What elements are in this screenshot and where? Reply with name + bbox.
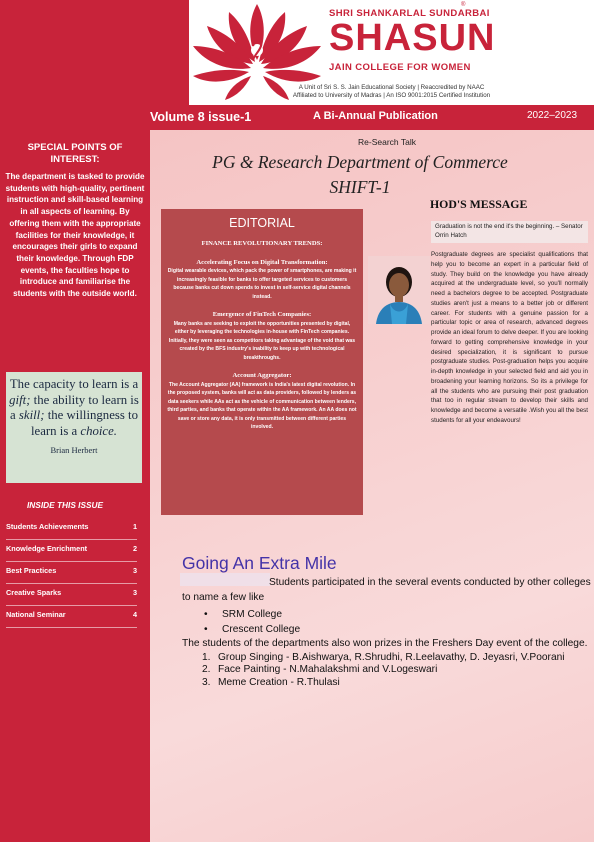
issue-bar [0, 105, 594, 130]
hod-photo [368, 256, 430, 324]
extra-mile-intro: Students participated in the several events conducted by other colleges to name a few like [182, 577, 591, 603]
extra-mile-section [182, 576, 594, 689]
affiliation-line1: A Unit of Sri S. S. Jain Educational Society | Reaccredited by NAAC [298, 84, 485, 91]
editorial-box [161, 209, 363, 515]
editorial-paragraph: Digital wearable devices, which pack the power of smartphones, are making it increasingly feasible for banks to offer targeted services to customers because banks cut down spends to invest in self-service digital channels instead. [167, 268, 357, 300]
college-name-line2: JAIN COLLEGE FOR WOMEN [329, 62, 471, 73]
freshers-text: The students of the departments also won prizes in the Freshers Day event of the college. [182, 638, 588, 649]
list-item [202, 664, 594, 677]
extra-mile-title: Going An Extra Mile [182, 553, 337, 573]
prize-text: Face Painting - N.Mahalakshmi and V.Logeswari [218, 664, 438, 675]
college-list [204, 607, 594, 637]
toc-item[interactable] [6, 584, 137, 606]
quote-card [6, 372, 142, 483]
toc-page: 3 [132, 588, 137, 597]
department-title [150, 150, 570, 200]
portrait-icon [368, 256, 430, 324]
masthead [0, 0, 594, 105]
editorial-title: EDITORIAL [229, 216, 295, 230]
prize-text: Group Singing - B.Aishwarya, R.Shrudhi, R.Leelavathy, D. Jeyasri, V.Poorani [218, 651, 565, 663]
toc-item[interactable] [6, 606, 137, 628]
table-of-contents [6, 518, 137, 628]
department-name: PG & Research Department of Commerce [212, 152, 508, 172]
toc-label: Students Achievements [6, 522, 89, 531]
college-name: SHASUN [329, 17, 496, 59]
list-number: 3. [202, 676, 211, 688]
research-talk-label: Re-Search Talk [358, 137, 416, 147]
affiliation-line2: Affiliated to University of Madras | An ISO 9001:2015 Certified Institution [292, 92, 491, 99]
college-logo [189, 0, 594, 105]
college-name-line1: SHRI SHANKARLAL SUNDARBAI [329, 8, 490, 19]
special-points-text: The department is tasked to provide students with high-quality, pertinent instruction and skill-based learning in all aspects of learning. By offering them with the appropriate facilities for their knowledge, it encourages their girls to expand their knowledge. Through FDP events, the faculties hope to introduce and familiarise the students with the outside world. [5, 172, 145, 299]
editorial-heading: Account Aggregator: [232, 372, 292, 379]
prize-list [202, 652, 594, 690]
prize-text: Meme Creation - R.Thulasi [218, 676, 340, 688]
editorial-heading: Accelerating Focus on Digital Transformation: [196, 258, 328, 266]
list-number: 2. [202, 664, 211, 675]
sidebar [0, 130, 150, 842]
shift-label: SHIFT-1 [329, 177, 391, 197]
main-content [150, 130, 594, 842]
list-item [202, 652, 594, 665]
toc-page: 3 [132, 566, 137, 575]
list-number: 1. [202, 651, 211, 663]
special-points-title: SPECIAL POINTS OF INTEREST: [27, 142, 123, 165]
hod-quote: Graduation is not the end it's the beginning. – Senator Orrin Hatch [431, 221, 588, 243]
list-item: • SRM College [204, 607, 594, 622]
toc-label: National Seminar [6, 610, 66, 619]
toc-label: Knowledge Enrichment [6, 544, 88, 553]
affiliation-text [189, 84, 594, 100]
quote-text: The capacity to learn is a gift; the ability to learn is a skill; the willingness to learn is a choice. [9, 377, 139, 438]
editorial-paragraph: The Account Aggregator (AA) framework is India's latest digital revolution. In the proposed system, banks will act as data providers, followed by lenders as data seekers while AAs act as the vehicle of communication between lenders, third parties, and banks that operate within the AA framework. An AA does not save or store any data, it is only transmitted between different parties involved. [167, 381, 357, 430]
quote-author: Brian Herbert [50, 445, 98, 456]
toc-label: Creative Sparks [6, 588, 62, 597]
publication-label: A Bi-Annual Publication [313, 110, 438, 122]
year-label: 2022–2023 [527, 110, 578, 121]
editorial-paragraph: Many banks are seeking to exploit the opportunities presented by digital, either by leveraging the technologies in-house with FinTech companies. Initially, they were seen as competitors taking advantage of the void that was created by the BFS industry's inability to keep up with technological breakthroughs. [168, 320, 356, 361]
list-item: • Crescent College [204, 622, 594, 637]
editorial-subtitle: FINANCE REVOLUTIONARY TRENDS: [201, 240, 323, 247]
toc-label: Best Practices [6, 566, 57, 575]
toc-page: 1 [132, 522, 137, 531]
hod-message-body: Postgraduate degrees are specialist qualifications that help you to become an expert in a particular field of study. They build on the knowledge you have already acquired at the undergraduate level, so you'll normally need a bachelors degree to be accepted. Postgraduate studies aren't just a means to a better job or different career. For students with a genuine passion for a particular topic or area of research, advanced degrees provide an ideal forum to delve deeper. If you are looking forward to getting comprehensive knowledge in your desired specialization, it is significant to pursue postgraduate studies. Post-graduation helps you acquire in-depth knowledge in your selected field and aid you in broadening your learning horizons. So its a privilege for all the students who are pursuing their post graduation that too in regular stream to develop their skills and knowledge and become a versatile .Wish you all the best students for all your endeavours! [431, 251, 588, 424]
inside-issue-title: INSIDE THIS ISSUE [27, 500, 104, 510]
toc-item[interactable] [6, 518, 137, 540]
editorial-heading: Emergence of FinTech Companies: [212, 311, 312, 318]
list-item [202, 677, 594, 690]
toc-page: 4 [132, 610, 137, 619]
toc-item[interactable] [6, 562, 137, 584]
toc-item[interactable] [6, 540, 137, 562]
registered-mark: ® [461, 2, 466, 8]
hod-message-title: HOD'S MESSAGE [430, 197, 528, 211]
volume-label: Volume 8 issue-1 [150, 110, 252, 124]
toc-page: 2 [132, 544, 137, 553]
